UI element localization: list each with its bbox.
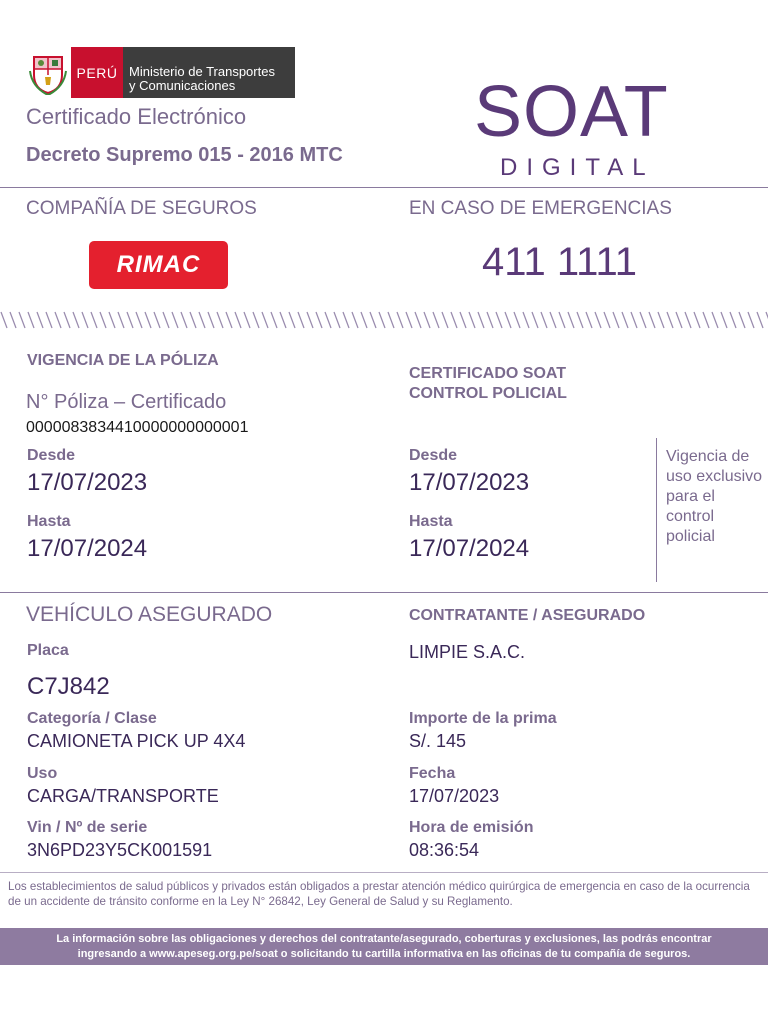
insurer-label: COMPAÑÍA DE SEGUROS xyxy=(26,198,257,219)
info-banner-line-1: La información sobre las obligaciones y derechos del contratante/asegurado, coberturas y exclusiones, las podrás encontrar xyxy=(56,933,712,945)
use-value: CARGA/TRANSPORTE xyxy=(27,786,219,806)
divider xyxy=(0,592,768,593)
divider xyxy=(0,872,768,873)
policy-to-date: 17/07/2024 xyxy=(27,535,148,562)
policy-number: 0000083834410000000000001 xyxy=(26,419,249,436)
soat-brand: SOAT xyxy=(474,72,669,152)
decree-label: Decreto Supremo 015 - 2016 MTC xyxy=(26,144,343,166)
police-from-label: Desde xyxy=(409,447,458,464)
category-label: Categoría / Clase xyxy=(27,710,157,727)
digital-subtitle: DIGITAL xyxy=(500,154,655,181)
use-label: Uso xyxy=(27,765,58,782)
plate-value: C7J842 xyxy=(27,673,110,700)
info-banner-line-2: ingresando a www.apeseg.org.pe/soat o solicitando tu cartilla informativa en las oficinas de tu compañía de seguros. xyxy=(77,948,691,960)
policy-section-label: VIGENCIA DE LA PÓLIZA xyxy=(27,352,219,369)
ministry-line-1: Ministerio de Transportes xyxy=(129,64,275,79)
legal-note: Los establecimientos de salud públicos y privados están obligados a prestar atención médico quirúrgica de emergencia en caso de la ocurrencia de un accidente de tránsito conforme en la Ley N° 26842, Ley General de Salud y su Reglamento. xyxy=(8,880,750,908)
police-from-date: 17/07/2023 xyxy=(409,469,530,496)
certificate-title: Certificado Electrónico xyxy=(26,104,247,129)
time-value: 08:36:54 xyxy=(409,840,480,860)
contractor-section-label: CONTRATANTE / ASEGURADO xyxy=(409,607,646,624)
policy-to-label: Hasta xyxy=(27,513,71,530)
ministry-name xyxy=(123,47,295,98)
policy-from-date: 17/07/2023 xyxy=(27,469,148,496)
category-value: CAMIONETA PICK UP 4X4 xyxy=(27,731,246,751)
emergency-phone: 411 1111 xyxy=(482,240,637,284)
contractor-name: LIMPIE S.A.C. xyxy=(409,642,526,662)
info-banner xyxy=(0,928,768,965)
police-to-date: 17/07/2024 xyxy=(409,535,530,562)
date-label: Fecha xyxy=(409,765,456,782)
date-value: 17/07/2023 xyxy=(409,786,500,806)
premium-value: S/. 145 xyxy=(409,731,467,751)
vin-label: Vin / Nº de serie xyxy=(27,819,148,836)
ministry-logo xyxy=(25,47,295,98)
rimac-logo: RIMAC xyxy=(89,241,228,289)
divider xyxy=(0,187,768,188)
police-section-label xyxy=(409,364,567,404)
ministry-line-2: y Comunicaciones xyxy=(129,78,236,93)
emergency-label: EN CASO DE EMERGENCIAS xyxy=(409,198,672,219)
coat-of-arms-icon xyxy=(25,47,71,98)
policy-from-label: Desde xyxy=(27,447,76,464)
vertical-divider xyxy=(656,438,657,582)
police-section-line-2: CONTROL POLICIAL xyxy=(409,385,567,402)
police-section-line-1: CERTIFICADO SOAT xyxy=(409,365,567,382)
police-to-label: Hasta xyxy=(409,513,453,530)
vehicle-section-label: VEHÍCULO ASEGURADO xyxy=(26,603,273,626)
premium-label: Importe de la prima xyxy=(409,710,557,727)
peru-flag-label: PERÚ xyxy=(71,47,123,98)
time-label: Hora de emisión xyxy=(409,819,534,836)
policy-number-label: N° Póliza – Certificado xyxy=(26,391,227,413)
plate-label: Placa xyxy=(27,642,69,659)
zigzag-divider xyxy=(0,310,768,330)
police-use-note: Vigencia de uso exclusivo para el control policial xyxy=(666,448,763,545)
vin-value: 3N6PD23Y5CK001591 xyxy=(27,840,213,860)
